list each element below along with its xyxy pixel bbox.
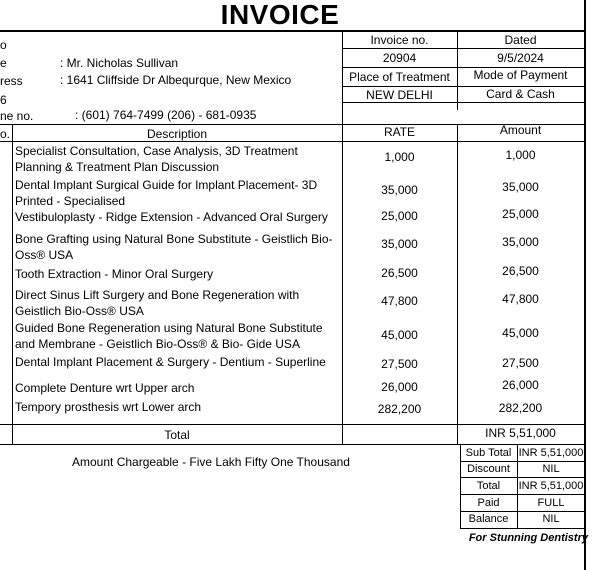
payment-value: Card & Cash bbox=[486, 87, 555, 101]
table-row-description: Vestibuloplasty - Ridge Extension - Advanced Oral Surgery bbox=[15, 210, 328, 224]
dated-label: Dated bbox=[504, 33, 537, 47]
table-row-rate: 47,800 bbox=[381, 294, 418, 308]
table-row-description: Direct Sinus Lift Surgery and Bone Regeneration with Geistlich Bio-Oss® USA bbox=[15, 288, 300, 318]
customer-address: : 1641 Cliffside Dr Albequrque, New Mexico bbox=[60, 73, 292, 87]
divider bbox=[342, 48, 584, 49]
table-row-description: Complete Denture wrt Upper arch bbox=[15, 381, 195, 395]
extra-label: 6 bbox=[0, 93, 7, 107]
summary-paid-label: Paid bbox=[477, 497, 500, 509]
table-row-amount: 47,800 bbox=[502, 292, 539, 306]
footer-signature: For Stunning Dentistry bbox=[468, 532, 588, 544]
table-row-amount: 282,200 bbox=[498, 401, 543, 415]
col-header-no: o. bbox=[0, 127, 11, 141]
divider bbox=[460, 494, 585, 495]
to-label: o bbox=[0, 38, 7, 52]
address-label: ress bbox=[0, 74, 23, 88]
summary-paid-value: FULL bbox=[537, 497, 565, 509]
table-row-rate: 27,500 bbox=[381, 357, 418, 371]
divider bbox=[12, 124, 13, 444]
total-label: Total bbox=[164, 428, 190, 442]
invoice-title: INVOICE bbox=[220, 0, 340, 30]
place-label: Place of Treatment bbox=[349, 70, 450, 84]
amount-chargeable: Amount Chargeable - Five Lakh Fifty One Thousand bbox=[72, 455, 350, 469]
name-label: e bbox=[0, 56, 7, 70]
table-row-amount: 1,000 bbox=[505, 148, 536, 162]
table-row-amount: 26,500 bbox=[502, 264, 539, 278]
table-row-description: Dental Implant Surgical Guide for Implant Placement- 3D Printed - Specialised bbox=[15, 178, 318, 208]
summary-subtotal-value: INR 5,51,000 bbox=[518, 447, 584, 459]
table-row-amount: 45,000 bbox=[502, 326, 539, 340]
summary-total-label: Total bbox=[476, 480, 501, 492]
table-row-amount: 35,000 bbox=[502, 180, 539, 194]
table-row-rate: 26,500 bbox=[381, 266, 418, 280]
invoice-no: 20904 bbox=[382, 51, 417, 65]
table-row-rate: 25,000 bbox=[381, 209, 418, 223]
table-row-amount: 25,000 bbox=[502, 207, 539, 221]
divider bbox=[0, 424, 584, 425]
summary-balance-value: NIL bbox=[542, 513, 560, 525]
table-row-description: Bone Grafting using Natural Bone Substitute - Geistlich Bio-Oss® USA bbox=[15, 232, 333, 262]
table-row-description: Specialist Consultation, Case Analysis, 3D Treatment Planning & Treatment Plan Discussion bbox=[15, 144, 298, 174]
summary-discount-label: Discount bbox=[467, 463, 510, 475]
table-row-description: Tooth Extraction - Minor Oral Surgery bbox=[15, 267, 214, 281]
divider bbox=[457, 124, 458, 444]
divider bbox=[342, 124, 343, 444]
invoice-no-label: Invoice no. bbox=[370, 33, 429, 47]
table-row-rate: 35,000 bbox=[381, 183, 418, 197]
table-row-rate: 26,000 bbox=[381, 380, 418, 394]
customer-name: : Mr. Nicholas Sullivan bbox=[60, 56, 179, 70]
table-row-rate: 1,000 bbox=[384, 150, 415, 164]
table-row-rate: 45,000 bbox=[381, 328, 418, 342]
payment-label: Mode of Payment bbox=[473, 68, 568, 82]
place-value: NEW DELHI bbox=[366, 88, 433, 102]
col-header-amount: Amount bbox=[499, 123, 542, 137]
summary-subtotal-label: Sub Total bbox=[465, 447, 512, 459]
table-row-amount: 35,000 bbox=[502, 235, 539, 249]
table-row-description: Guided Bone Regeneration using Natural Bone Substitute and Membrane - Geistlich Bio-Oss® & Bio- Gide USA bbox=[15, 321, 323, 351]
summary-discount-value: NIL bbox=[542, 463, 560, 475]
col-header-rate: RATE bbox=[383, 125, 416, 139]
divider bbox=[0, 30, 584, 32]
table-row-amount: 27,500 bbox=[502, 356, 539, 370]
table-row-amount: 26,000 bbox=[502, 378, 539, 392]
table-row-rate: 282,200 bbox=[377, 402, 422, 416]
table-row-rate: 35,000 bbox=[381, 237, 418, 251]
total-value: INR 5,51,000 bbox=[485, 426, 556, 440]
dated-value: 9/5/2024 bbox=[497, 51, 544, 65]
phone-label: ne no. bbox=[0, 109, 34, 123]
summary-balance-label: Balance bbox=[468, 513, 509, 525]
table-row-description: Tempory prosthesis wrt Lower arch bbox=[15, 400, 202, 414]
customer-phone: : (601) 764-7499 (206) - 681-0935 bbox=[75, 108, 257, 122]
col-header-description: Description bbox=[146, 127, 208, 141]
table-row-description: Dental Implant Placement & Surgery - Dentium - Superline bbox=[15, 355, 326, 369]
summary-total-value: INR 5,51,000 bbox=[518, 480, 584, 492]
divider bbox=[460, 477, 585, 478]
